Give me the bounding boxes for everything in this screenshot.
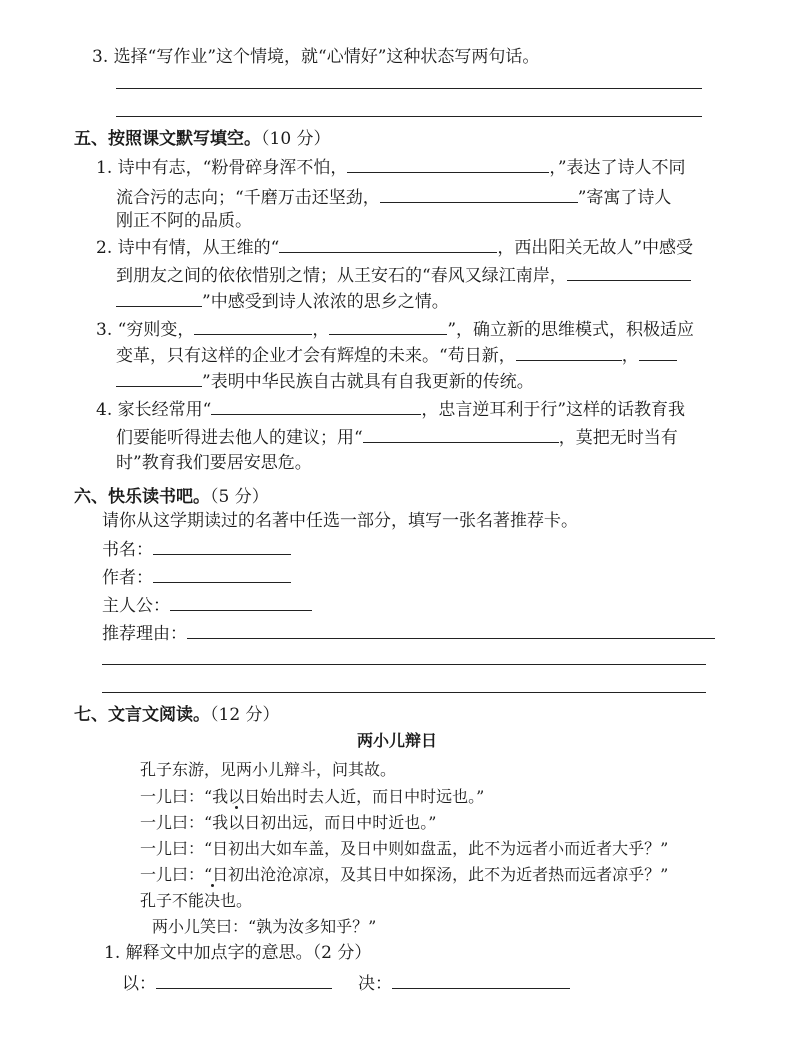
- s5-q1-text: 流合污的志向；“千磨万击还坚劲，: [116, 188, 380, 208]
- fill-blank[interactable]: [567, 264, 691, 281]
- s5-q2-line3: [116, 290, 449, 313]
- fill-blank[interactable]: [639, 344, 677, 361]
- answer-input[interactable]: [156, 972, 332, 989]
- s5-q1-text: ，”表达了诗人不同: [549, 158, 686, 178]
- s5-q3-text: ”，确立新的思维模式，积极适应: [447, 320, 695, 340]
- s5-q4-line3: 时”教育我们要居安思危。: [116, 453, 312, 473]
- answer-label: 决：: [358, 974, 392, 994]
- book-name-label: 书名：: [102, 540, 153, 560]
- s5-q2-line2: [116, 264, 691, 287]
- s5-q1-line3: 刚正不阿的品质。: [116, 211, 252, 231]
- passage-title: 两小儿辩日: [356, 731, 437, 750]
- section-7-score: （12 分）: [210, 705, 280, 725]
- passage-text: 一儿曰：“我: [140, 813, 229, 832]
- section-6-heading: [74, 482, 269, 507]
- fill-blank[interactable]: [380, 186, 578, 203]
- s6-reason-field: [102, 622, 715, 645]
- answer-line[interactable]: [102, 692, 706, 693]
- section-7-heading: [74, 700, 280, 725]
- s5-q3-line2: [116, 344, 677, 367]
- fill-blank[interactable]: [116, 290, 202, 307]
- passage-text: 也。: [220, 891, 253, 910]
- s5-q4-line1: [96, 398, 685, 421]
- s6-instruction: 请你从这学期读过的名著中任选一部分，填写一张名著推荐卡。: [102, 511, 578, 531]
- s5-q3-text: ，: [621, 346, 639, 366]
- answer-line[interactable]: [116, 116, 702, 117]
- answer-input[interactable]: [392, 972, 570, 989]
- s6-book-field: [102, 538, 291, 561]
- author-input[interactable]: [153, 566, 291, 583]
- section-6-score: （5 分）: [210, 487, 269, 507]
- passage-line: 一儿曰：“日初出大如车盖，及日中则如盘盂，此不为远者小而近者大乎？”: [140, 839, 669, 858]
- s5-q3-text: ，: [312, 320, 330, 340]
- author-label: 作者：: [102, 568, 153, 588]
- s5-q3-line3: [116, 370, 534, 393]
- dotted-character: 以: [228, 810, 244, 833]
- fill-blank[interactable]: [347, 156, 549, 173]
- passage-text: 日初出远，而日中时近也。”: [244, 813, 437, 832]
- passage-text: 孔子不能: [140, 891, 205, 910]
- protagonist-label: 主人公：: [102, 596, 170, 616]
- s5-q1-line1: [96, 156, 686, 179]
- s6-author-field: [102, 566, 291, 589]
- s5-q3-text: 3. “穷则变，: [96, 320, 195, 340]
- answer-line[interactable]: [116, 88, 702, 89]
- section-7-title: 七、文言文阅读。: [74, 705, 210, 725]
- s5-q3-line1: [96, 318, 694, 341]
- section-5-heading: [74, 124, 331, 149]
- s5-q1-line2: [116, 186, 671, 209]
- fill-blank[interactable]: [363, 426, 559, 443]
- protagonist-input[interactable]: [170, 594, 312, 611]
- s5-q4-text: ，莫把无时当有: [558, 428, 678, 448]
- s5-q1-text: ”寄寓了诗人: [577, 188, 672, 208]
- book-name-input[interactable]: [153, 538, 291, 555]
- s5-q2-text: 到朋友之间的依依惜别之情；从王安石的“春风又绿江南岸，: [116, 266, 567, 286]
- s5-q3-text: 变革，只有这样的企业才会有辉煌的未来。“苟日新，: [116, 346, 516, 366]
- fill-blank[interactable]: [279, 236, 497, 253]
- s6-hero-field: [102, 594, 312, 617]
- fill-blank[interactable]: [516, 344, 622, 361]
- s5-q2-text: 2. 诗中有情，从王维的“: [96, 238, 280, 258]
- s5-q4-text: 4. 家长经常用“: [96, 400, 212, 420]
- passage-line: 孔子东游，见两小儿辩斗，问其故。: [140, 760, 397, 779]
- s5-q4-text: 们要能听得进去他人的建议；用“: [116, 428, 363, 448]
- passage-line: [140, 810, 436, 833]
- s5-q2-text: ”中感受到诗人浓浓的思乡之情。: [202, 292, 449, 312]
- passage-line: 两小儿笑曰：“孰为汝多知乎？”: [152, 917, 377, 936]
- answer-label: 以：: [122, 974, 156, 994]
- q4-item3-text: 3. 选择“写作业”这个情境，就“心情好”这种状态写两句话。: [92, 47, 540, 67]
- reason-label: 推荐理由：: [102, 624, 187, 644]
- s5-q3-text: ”表明中华民族自古就具有自我更新的传统。: [202, 372, 534, 392]
- answer-line[interactable]: [102, 664, 706, 665]
- section-5-score: （10 分）: [261, 129, 331, 149]
- s5-q1-text: 1. 诗中有志，“粉骨碎身浑不怕，: [96, 158, 348, 178]
- dotted-character: 决: [204, 888, 220, 911]
- passage-line: [140, 888, 252, 911]
- s5-q2-line1: [96, 236, 693, 259]
- s5-q4-line2: [116, 426, 678, 449]
- s5-q4-text: ，忠言逆耳利于行”这样的话教育我: [421, 400, 686, 420]
- fill-blank[interactable]: [329, 318, 447, 335]
- s7-answer-yi: [122, 972, 332, 995]
- s5-q2-text: ，西出阳关无故人”中感受: [497, 238, 694, 258]
- fill-blank[interactable]: [211, 398, 421, 415]
- section-5-title: 五、按照课文默写填空。: [74, 129, 261, 149]
- reason-input[interactable]: [187, 622, 715, 639]
- passage-line: 一儿曰：“我以日始出时去人近，而日中时远也。”: [140, 787, 485, 806]
- passage-line: 一儿曰：“日初出沧沧凉凉，及其日中如探汤，此不为近者热而远者凉乎？”: [140, 865, 669, 884]
- fill-blank[interactable]: [194, 318, 312, 335]
- s7-answer-jue: [358, 972, 570, 995]
- fill-blank[interactable]: [116, 370, 202, 387]
- s7-question-1: 1. 解释文中加点字的意思。（2 分）: [104, 943, 372, 963]
- section-6-title: 六、快乐读书吧。: [74, 487, 210, 507]
